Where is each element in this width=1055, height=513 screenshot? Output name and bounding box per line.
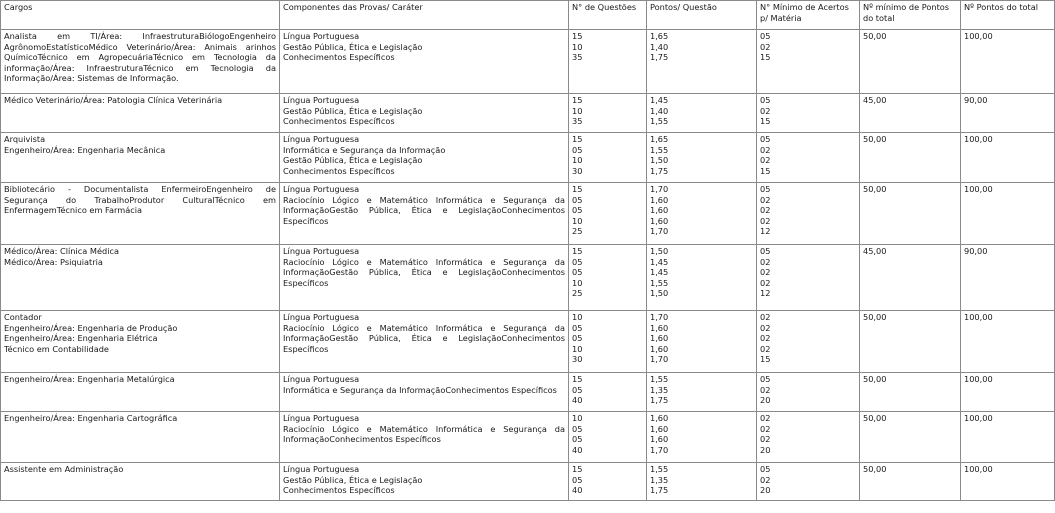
cell-componentes: Língua Portuguesa Gestão Pública, Ética e Legislação Conhecimentos Específicos xyxy=(280,94,569,133)
header-componentes: Componentes das Provas/ Caráter xyxy=(280,1,569,30)
cell-minimo: 02 02 02 20 xyxy=(757,412,860,463)
table-row xyxy=(1,94,1055,133)
header-pontos-total: Nº Pontos do total xyxy=(961,1,1055,30)
cell-total: 90,00 xyxy=(961,245,1055,311)
cell-minimo: 05 02 20 xyxy=(757,463,860,501)
cell-total: 100,00 xyxy=(961,30,1055,94)
table-row xyxy=(1,311,1055,373)
cell-componentes: Língua Portuguesa Raciocínio Lógico e Matemático Informática e Segurança da InformaçãoGestão Pública, Ética e LegislaçãoConhecimentos Específicos xyxy=(280,245,569,311)
cell-total: 100,00 xyxy=(961,373,1055,412)
cell-minimo: 05 02 15 xyxy=(757,30,860,94)
cell-min-pontos: 50,00 xyxy=(860,133,961,183)
cell-questoes: 15 05 40 xyxy=(569,463,647,501)
header-minimo-pontos: Nº mínimo de Pontos do total xyxy=(860,1,961,30)
cell-min-pontos: 50,00 xyxy=(860,183,961,245)
cell-minimo: 05 02 02 15 xyxy=(757,133,860,183)
header-questoes: N° de Questões xyxy=(569,1,647,30)
cell-total: 100,00 xyxy=(961,412,1055,463)
cell-pontos: 1,55 1,35 1,75 xyxy=(647,373,757,412)
cell-min-pontos: 45,00 xyxy=(860,94,961,133)
cell-componentes: Língua Portuguesa Raciocínio Lógico e Matemático Informática e Segurança da InformaçãoGestão Pública, Ética e LegislaçãoConhecimentos Específicos xyxy=(280,311,569,373)
cell-componentes: Língua Portuguesa Raciocínio Lógico e Matemático Informática e Segurança da InformaçãoGestão Pública, Ética e LegislaçãoConhecimentos Específicos xyxy=(280,183,569,245)
table-row xyxy=(1,463,1055,501)
cell-min-pontos: 50,00 xyxy=(860,311,961,373)
cell-componentes: Língua Portuguesa Gestão Pública, Ética e Legislação Conhecimentos Específicos xyxy=(280,30,569,94)
cell-questoes: 10 05 05 10 30 xyxy=(569,311,647,373)
cell-pontos: 1,65 1,40 1,75 xyxy=(647,30,757,94)
cell-total: 100,00 xyxy=(961,463,1055,501)
cell-min-pontos: 50,00 xyxy=(860,30,961,94)
cell-questoes: 10 05 05 40 xyxy=(569,412,647,463)
cell-pontos: 1,70 1,60 1,60 1,60 1,70 xyxy=(647,183,757,245)
cell-questoes: 15 05 05 10 25 xyxy=(569,183,647,245)
cell-total: 100,00 xyxy=(961,133,1055,183)
cell-total: 100,00 xyxy=(961,183,1055,245)
cell-pontos: 1,65 1,55 1,50 1,75 xyxy=(647,133,757,183)
cell-componentes: Língua Portuguesa Raciocínio Lógico e Matemático Informática e Segurança da InformaçãoConhecimentos Específicos xyxy=(280,412,569,463)
header-cargos: Cargos xyxy=(1,1,280,30)
cell-questoes: 15 05 10 30 xyxy=(569,133,647,183)
cell-cargos: Bibliotecário - Documentalista EnfermeiroEngenheiro de Segurança do TrabalhoProdutor CulturalTécnico em EnfermagemTécnico em Farmácia xyxy=(1,183,280,245)
cell-pontos: 1,55 1,35 1,75 xyxy=(647,463,757,501)
cell-cargos: Médico Veterinário/Área: Patologia Clínica Veterinária xyxy=(1,94,280,133)
cell-minimo: 05 02 15 xyxy=(757,94,860,133)
table-row xyxy=(1,183,1055,245)
cell-min-pontos: 50,00 xyxy=(860,412,961,463)
cell-cargos: Analista em TI/Área: InfraestruturaBiólogoEngenheiro AgrônomoEstatísticoMédico Veterinário/Área: Animais arinhos QuímicoTécnico em AgropecuáriaTécnico em Tecnologia da informação/Área: InfraestruturaTécnico em Tecnologia da Informação/Área: Sistemas de Informação. xyxy=(1,30,280,94)
cell-cargos: Engenheiro/Área: Engenharia Cartográfica xyxy=(1,412,280,463)
cell-min-pontos: 50,00 xyxy=(860,463,961,501)
cell-minimo: 05 02 20 xyxy=(757,373,860,412)
cell-min-pontos: 50,00 xyxy=(860,373,961,412)
cell-questoes: 15 10 35 xyxy=(569,30,647,94)
table-row xyxy=(1,245,1055,311)
cell-cargos: Contador Engenheiro/Área: Engenharia de Produção Engenheiro/Área: Engenharia Elétrica Técnico em Contabilidade xyxy=(1,311,280,373)
cell-questoes: 15 10 35 xyxy=(569,94,647,133)
table-row xyxy=(1,412,1055,463)
cell-questoes: 15 05 40 xyxy=(569,373,647,412)
cell-questoes: 15 05 05 10 25 xyxy=(569,245,647,311)
header-row xyxy=(1,1,1055,30)
cell-componentes: Língua Portuguesa Informática e Segurança da InformaçãoConhecimentos Específicos xyxy=(280,373,569,412)
cell-minimo: 02 02 02 02 15 xyxy=(757,311,860,373)
cell-cargos: Médico/Área: Clínica Médica Médico/Área: Psiquiatria xyxy=(1,245,280,311)
cell-pontos: 1,45 1,40 1,55 xyxy=(647,94,757,133)
table-row xyxy=(1,373,1055,412)
cell-minimo: 05 02 02 02 12 xyxy=(757,245,860,311)
cell-total: 100,00 xyxy=(961,311,1055,373)
cell-total: 90,00 xyxy=(961,94,1055,133)
header-pontos-questao: Pontos/ Questão xyxy=(647,1,757,30)
cell-cargos: Arquivista Engenheiro/Área: Engenharia Mecânica xyxy=(1,133,280,183)
cell-pontos: 1,60 1,60 1,60 1,70 xyxy=(647,412,757,463)
cell-componentes: Língua Portuguesa Informática e Segurança da Informação Gestão Pública, Ética e Legislação Conhecimentos Específicos xyxy=(280,133,569,183)
cell-pontos: 1,50 1,45 1,45 1,55 1,50 xyxy=(647,245,757,311)
cell-cargos: Engenheiro/Área: Engenharia Metalúrgica xyxy=(1,373,280,412)
cell-componentes: Língua Portuguesa Gestão Pública, Ética e Legislação Conhecimentos Específicos xyxy=(280,463,569,501)
cell-pontos: 1,70 1,60 1,60 1,60 1,70 xyxy=(647,311,757,373)
header-minimo-acertos: N° Mínimo de Acertos p/ Matéria xyxy=(757,1,860,30)
table-row xyxy=(1,133,1055,183)
cell-minimo: 05 02 02 02 12 xyxy=(757,183,860,245)
cell-min-pontos: 45,00 xyxy=(860,245,961,311)
cell-cargos: Assistente em Administração xyxy=(1,463,280,501)
table-row xyxy=(1,30,1055,94)
